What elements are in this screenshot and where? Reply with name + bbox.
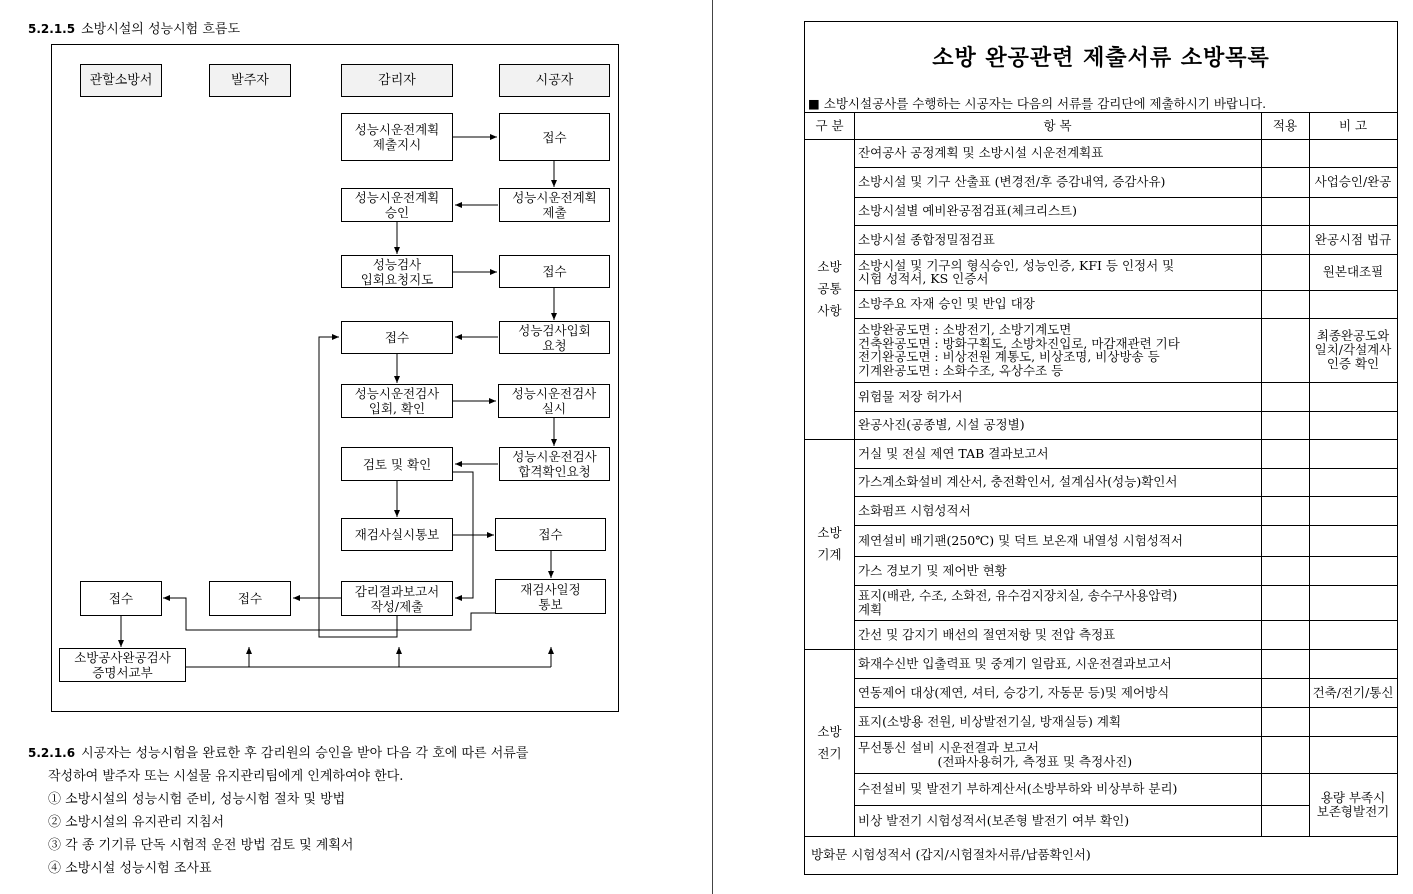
table-item: 소방시설 종합정밀점검표 bbox=[858, 231, 995, 247]
table-apply-cell bbox=[1262, 139, 1308, 167]
submission-document bbox=[804, 21, 1398, 875]
flow-node: 검토 및 확인 bbox=[341, 447, 453, 481]
header-apply: 적용 bbox=[1272, 117, 1298, 133]
group-label: 소방 전기 bbox=[817, 723, 842, 761]
paragraph-line-1: 시공자는 성능시험을 완료한 후 감리원의 승인을 받아 다음 각 호에 따른 서류를 bbox=[81, 746, 529, 761]
table-apply-cell bbox=[1262, 620, 1308, 649]
table-item: 표지(소방용 전원, 비상발전기실, 방재실등) 계획 bbox=[858, 713, 1122, 729]
table-apply-cell bbox=[1262, 525, 1308, 556]
flow-node: 성능검사 입회요청지도 bbox=[341, 255, 453, 288]
table-item: 표지(배관, 수조, 소화전, 유수검지장치실, 송수구사용압력) 계획 bbox=[858, 588, 1178, 617]
table-item: 소방주요 자재 승인 및 반입 대장 bbox=[858, 296, 1035, 311]
table-item: 수전설비 및 발전기 부하계산서(소방부하와 비상부하 분리) bbox=[858, 781, 1178, 796]
column-header-client: 발주자 bbox=[209, 64, 291, 97]
header-remark: 비 고 bbox=[1338, 117, 1368, 133]
table-item: 소방시설별 예비완공점검표(체크리스트) bbox=[858, 203, 1078, 218]
flow-node: 재검사실시통보 bbox=[341, 518, 453, 551]
table-remark: 완공시점 법규 bbox=[1314, 231, 1392, 247]
flow-node: 성능시운전검사 합격확인요청 bbox=[499, 447, 610, 481]
table-rule bbox=[1309, 112, 1310, 836]
table-item: 완공사진(공종별, 시설 공정별) bbox=[858, 417, 1025, 432]
table-item: 소방시설 및 기구 산출표 (변경전/후 증감내역, 증감사유) bbox=[858, 174, 1166, 189]
flow-node: 성능검사입회 요청 bbox=[499, 321, 610, 354]
list-item: ② 소방시설의 유지관리 지침서 bbox=[48, 815, 225, 830]
table-item: 화재수신반 입출력표 및 중계기 일람표, 시운전결과보고서 bbox=[858, 655, 1172, 671]
flow-node: 접수 bbox=[499, 113, 610, 161]
table-footer: 방화문 시험성적서 (갑지/시험절차서류/납품확인서) bbox=[811, 847, 1091, 862]
flow-node: 접수 bbox=[209, 581, 291, 616]
list-item: ① 소방시설의 성능시험 준비, 성능시험 절차 및 방법 bbox=[48, 792, 346, 807]
table-apply-cell bbox=[1262, 678, 1308, 707]
table-item: 제연설비 배기팬(250℃) 및 덕트 보온재 내열성 시험성적서 bbox=[858, 532, 1184, 548]
page-divider bbox=[712, 0, 713, 894]
table-item: 소방시설 및 기구의 형식승인, 성능인증, KFI 등 인정서 및 시험 성적서, KS 인증서 bbox=[858, 257, 1175, 286]
table-remark: 사업승인/완공 bbox=[1314, 174, 1392, 189]
table-apply-cell bbox=[1262, 167, 1308, 197]
header-item: 항 목 bbox=[1043, 117, 1072, 133]
flow-node: 접수 bbox=[341, 321, 453, 354]
table-apply-cell bbox=[1262, 197, 1308, 225]
table-apply-cell bbox=[1262, 254, 1308, 290]
document-note: ■ 소방시설공사를 수행하는 시공자는 다음의 서류를 감리단에 제출하시기 바랍니다. bbox=[808, 96, 1267, 111]
table-remark: 최종완공도와 일치/각설계사 인증 확인 bbox=[1314, 328, 1392, 371]
table-item: 소화펌프 시험성적서 bbox=[858, 502, 971, 518]
section-number: 5.2.1.5 bbox=[28, 22, 76, 36]
group-label: 소방 공통 사항 bbox=[817, 259, 842, 318]
table-apply-cell bbox=[1262, 707, 1308, 736]
flow-node: 성능시운전검사 실시 bbox=[498, 384, 610, 418]
table-apply-cell bbox=[1262, 736, 1308, 773]
flow-node: 재검사일정 통보 bbox=[495, 579, 606, 614]
table-item: 연동제어 대상(제연, 셔터, 승강기, 자동문 등)및 제어방식 bbox=[858, 684, 1170, 700]
table-item: 잔여공사 공정계획 및 소방시설 시운전계획표 bbox=[858, 145, 1104, 160]
table-apply-cell bbox=[1262, 225, 1308, 254]
table-apply-cell bbox=[1262, 649, 1308, 678]
table-item: 가스계소화설비 계산서, 충전확인서, 설계심사(성능)확인서 bbox=[858, 474, 1178, 489]
table-item: 가스 경보기 및 제어반 현황 bbox=[858, 562, 1007, 578]
section-title: 소방시설의 성능시험 흐름도 bbox=[81, 22, 241, 37]
flow-node: 소방공사완공검사 증명서교부 bbox=[59, 648, 186, 682]
table-item: 소방완공도면 : 소방전기, 소방기계도면 건축완공도면 : 방화구획도, 소방차진입로, 마감재관련 기타 전기완공도면 : 비상전원 계통도, 비상조명, 비상방송 등 기계완공도면 : 소화수조, 옥상수조 등 bbox=[858, 322, 1180, 378]
paragraph-line-2: 작성하여 발주자 또는 시설물 유지관리팀에게 인계하여야 한다. bbox=[48, 769, 404, 784]
flow-node: 접수 bbox=[495, 518, 606, 551]
table-item: 무선통신 설비 시운전결과 보고서 (전파사용허가, 측정표 및 측정사진) bbox=[858, 740, 1133, 769]
flow-node: 성능시운전검사 입회, 확인 bbox=[341, 384, 453, 418]
flow-node: 성능시운전계획 승인 bbox=[341, 188, 453, 222]
list-item: ③ 각 종 기기류 단독 시험적 운전 방법 검토 및 계획서 bbox=[48, 838, 354, 853]
column-header-fire-station: 관할소방서 bbox=[80, 64, 162, 97]
table-apply-cell bbox=[1262, 382, 1308, 411]
table-item: 위험물 저장 허가서 bbox=[858, 388, 963, 404]
flow-node: 접수 bbox=[499, 255, 610, 288]
table-apply-cell bbox=[1262, 556, 1308, 585]
table-remark: 원본대조필 bbox=[1322, 264, 1384, 279]
document-title: 소방 완공관련 제출서류 소방목록 bbox=[932, 44, 1270, 71]
table-apply-cell bbox=[1262, 411, 1308, 439]
table-remark-merged: 용량 부족시 보존형발전기 bbox=[1316, 790, 1390, 819]
column-header-supervisor: 감리자 bbox=[341, 64, 453, 97]
list-item: ④ 소방시설 성능시험 조사표 bbox=[48, 861, 212, 876]
group-label: 소방 기계 bbox=[817, 525, 842, 562]
table-apply-cell bbox=[1262, 318, 1308, 382]
table-apply-cell bbox=[1262, 585, 1308, 620]
paragraph-5-2-1-6 bbox=[28, 742, 528, 761]
table-apply-cell bbox=[1262, 439, 1308, 468]
flow-node: 성능시운전계획 제출 bbox=[499, 188, 610, 222]
table-item: 간선 및 감지기 배선의 절연저항 및 전압 측정표 bbox=[858, 626, 1116, 642]
paragraph-number: 5.2.1.6 bbox=[28, 746, 76, 760]
flow-node: 감리결과보고서 작성/제출 bbox=[341, 581, 453, 616]
column-header-contractor: 시공자 bbox=[499, 64, 610, 97]
header-category: 구 분 bbox=[815, 117, 844, 133]
table-item: 비상 발전기 시험성적서(보존형 발전기 여부 확인) bbox=[858, 812, 1130, 828]
flow-node: 성능시운전계획 제출지시 bbox=[341, 113, 453, 161]
table-remark: 건축/전기/통신 bbox=[1312, 684, 1394, 700]
table-item: 거실 및 전실 제연 TAB 결과보고서 bbox=[858, 445, 1049, 461]
table-apply-cell bbox=[1262, 773, 1308, 805]
table-apply-cell bbox=[1262, 805, 1308, 836]
table-apply-cell bbox=[1262, 468, 1308, 496]
flow-node: 접수 bbox=[80, 581, 162, 616]
table-apply-cell bbox=[1262, 496, 1308, 525]
table-apply-cell bbox=[1262, 290, 1308, 318]
